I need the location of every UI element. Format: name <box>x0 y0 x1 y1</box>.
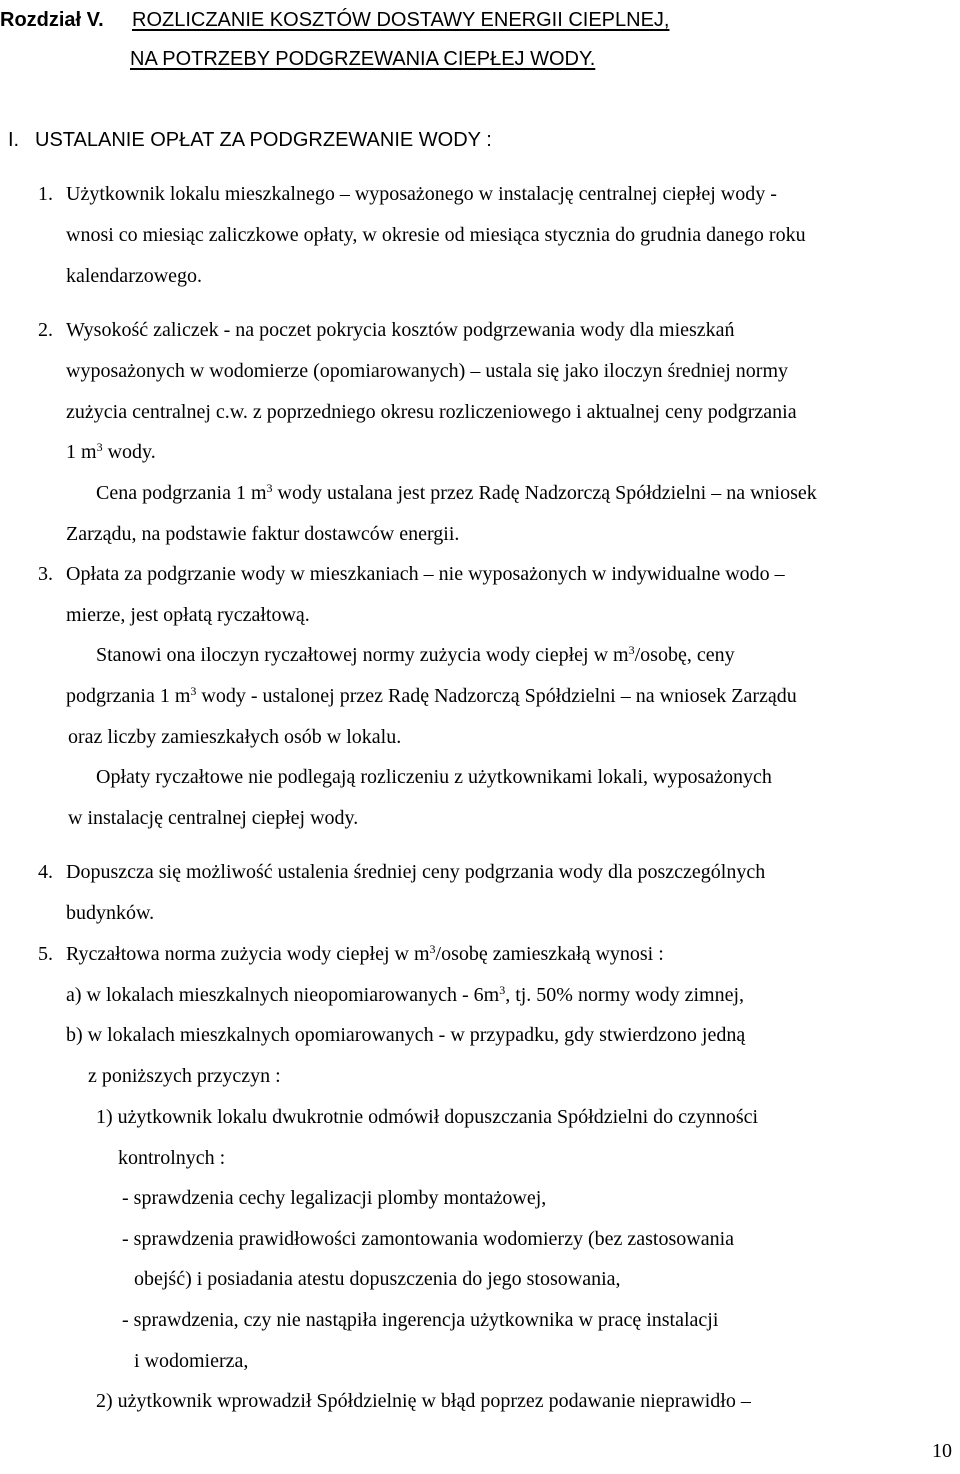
p5-dash-item: - sprawdzenia, czy nie nastąpiła ingerencja użytkownika w pracę instalacji <box>122 1309 719 1331</box>
p3-line <box>66 684 797 708</box>
p5-subitem-1: kontrolnych : <box>118 1147 226 1169</box>
p2-number: 2. <box>38 319 53 341</box>
section-title: USTALANIE OPŁAT ZA PODGRZEWANIE WODY : <box>35 129 492 151</box>
superscript: 3 <box>266 481 273 495</box>
p2-line <box>66 440 156 464</box>
text-span: Ryczałtowa norma zużycia wody ciepłej w m <box>66 943 430 965</box>
text-span: /osobę, ceny <box>634 644 735 666</box>
p5-line <box>66 942 664 966</box>
superscript: 3 <box>190 684 197 698</box>
p5-item-a <box>66 983 744 1007</box>
chapter-title-line2: NA POTRZEBY PODGRZEWANIA CIEPŁEJ WODY. <box>130 48 596 70</box>
p5-subitem-2: 2) użytkownik wprowadził Spółdzielnię w błąd poprzez podawanie nieprawidło – <box>96 1390 751 1412</box>
p5-item-b: b) w lokalach mieszkalnych opomiarowanych - w przypadku, gdy stwierdzono jedną <box>66 1024 746 1046</box>
p5-dash-item: - sprawdzenia prawidłowości zamontowania wodomierzy (bez zastosowania <box>122 1228 735 1250</box>
p1-line: Użytkownik lokalu mieszkalnego – wyposażonego w instalację centralnej ciepłej wody - <box>66 183 777 205</box>
chapter-title-line1: ROZLICZANIE KOSZTÓW DOSTAWY ENERGII CIEPLNEJ, <box>132 9 670 31</box>
p3-line <box>96 643 735 667</box>
text-span: wody - ustalonej przez Radę Nadzorczą Spółdzielni – na wniosek Zarządu <box>196 685 797 707</box>
superscript: 3 <box>96 440 103 454</box>
p4-line: Dopuszcza się możliwość ustalenia średniej ceny podgrzania wody dla poszczególnych <box>66 861 766 883</box>
chapter-label: Rozdział V. <box>0 9 104 31</box>
p5-dash-item: obejść) i posiadania atestu dopuszczenia do jego stosowania, <box>134 1268 621 1290</box>
p3-line: mierze, jest opłatą ryczałtową. <box>66 604 310 626</box>
p5-subitem-1: 1) użytkownik lokalu dwukrotnie odmówił dopuszczania Spółdzielni do czynności <box>96 1106 759 1128</box>
text-span: Cena podgrzania 1 m <box>96 482 267 504</box>
text-span: podgrzania 1 m <box>66 685 191 707</box>
text-span: wody. <box>102 441 156 463</box>
text-span: wody ustalana jest przez Radę Nadzorczą Spółdzielni – na wniosek <box>272 482 817 504</box>
text-span: , tj. 50% normy wody zimnej, <box>505 984 745 1006</box>
p4-number: 4. <box>38 861 53 883</box>
p1-line: kalendarzowego. <box>66 265 203 287</box>
text-span: /osobę zamieszkałą wynosi : <box>435 943 664 965</box>
p5-dash-item: - sprawdzenia cechy legalizacji plomby montażowej, <box>122 1187 547 1209</box>
p3-line: Opłata za podgrzanie wody w mieszkaniach – nie wyposażonych w indywidualne wodo – <box>66 563 785 585</box>
p1-line: wnosi co miesiąc zaliczkowe opłaty, w okresie od miesiąca stycznia do grudnia danego roku <box>66 224 806 246</box>
p3-line: w instalację centralnej ciepłej wody. <box>68 807 359 829</box>
p2-line: zużycia centralnej c.w. z poprzedniego okresu rozliczeniowego i aktualnej ceny podgrzania <box>66 401 797 423</box>
p3-number: 3. <box>38 563 53 585</box>
p2-line: Wysokość zaliczek - na poczet pokrycia kosztów podgrzewania wody dla mieszkań <box>66 319 735 341</box>
superscript: 3 <box>499 983 506 997</box>
page-number: 10 <box>932 1440 952 1462</box>
p5-item-b: z poniższych przyczyn : <box>88 1065 281 1087</box>
section-number: I. <box>8 129 20 151</box>
text-span: Stanowi ona iloczyn ryczałtowej normy zużycia wody ciepłej w m <box>96 644 629 666</box>
p5-number: 5. <box>38 943 53 965</box>
superscript: 3 <box>628 643 635 657</box>
p2-line: wyposażonych w wodomierze (opomiarowanych) – ustala się jako iloczyn średniej normy <box>66 360 789 382</box>
p2-line <box>96 481 817 505</box>
p3-line: Opłaty ryczałtowe nie podlegają rozliczeniu z użytkownikami lokali, wyposażonych <box>96 766 772 788</box>
p3-line: oraz liczby zamieszkałych osób w lokalu. <box>68 726 402 748</box>
p1-number: 1. <box>38 183 53 205</box>
superscript: 3 <box>429 942 436 956</box>
text-span: 1 m <box>66 441 97 463</box>
p2-line: Zarządu, na podstawie faktur dostawców energii. <box>66 523 460 545</box>
p4-line: budynków. <box>66 902 155 924</box>
text-span: a) w lokalach mieszkalnych nieopomiarowanych - 6m <box>66 984 500 1006</box>
p5-dash-item: i wodomierza, <box>134 1350 249 1372</box>
